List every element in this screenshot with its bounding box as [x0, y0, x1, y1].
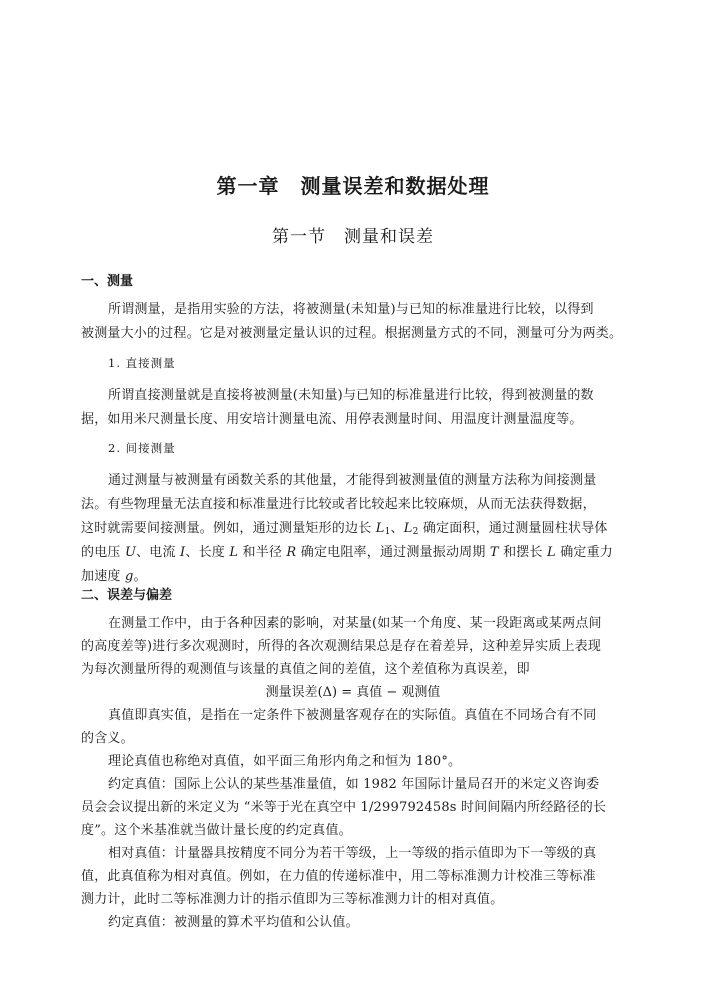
paragraph-line: 在测量工作中，由于各种因素的影响，对某量(如某一个角度、某一段距离或某两点间 [108, 616, 602, 631]
paragraph-line: 被测量大小的过程。它是对被测量定量认识的过程。根据测量方式的不同，测量可分为两类。 [81, 326, 623, 341]
text-span: 、电流 [136, 545, 181, 560]
heading-measurement: 一、测量 [81, 274, 134, 289]
paragraph-line: 通过测量与被测量有函数关系的其他量，才能得到被测量值的测量方法称为间接测量 [108, 473, 597, 488]
paragraph-line: 约定真值：被测量的算术平均值和公认值。 [108, 915, 359, 930]
paragraph-line: 据，如用米尺测量长度、用安培计测量电流、用停表测量时间、用温度计测量温度等。 [81, 412, 583, 427]
symbol-L: L [547, 545, 556, 560]
paragraph-line [81, 565, 147, 584]
paragraph-line: 的高度差等)进行多次观测时，所得的各次观测结果总是存在着差异，这种差异实质上表现 [81, 639, 602, 654]
paragraph-line: 的含义。 [81, 731, 134, 746]
symbol-L: L [229, 545, 239, 560]
symbol-R: R [286, 545, 297, 560]
paragraph-line: 法。有些物理量无法直接和标准量进行比较或者比较起来比较麻烦，从而无法获得数据， [81, 497, 596, 512]
paragraph-line: 相对真值：计量器具按精度不同分为若干等级，上一等级的指示值即为下一等级的真 [108, 846, 597, 861]
subscript: 2 [412, 527, 419, 537]
text-span: 和半径 [238, 545, 287, 560]
symbol-U: U [124, 545, 137, 560]
paragraph-line [81, 541, 613, 560]
chapter-title: 第一章 测量误差和数据处理 [216, 174, 490, 198]
paragraph-line: 员会会议提出新的米定义为 “米等于光在真空中 1/299792458s 时间间隔内所经路径的长 [81, 800, 607, 815]
paragraph-line: 度”。这个米基准就当做计量长度的约定真值。 [81, 823, 352, 838]
text-span: 、长度 [185, 545, 230, 560]
paragraph-line: 所谓直接测量就是直接将被测量(未知量)与已知的标准量进行比较，得到被测量的数 [108, 388, 594, 403]
text-span: 确定电阻率，通过测量振动周期 [296, 545, 490, 560]
heading-error-deviation: 二、误差与偏差 [81, 588, 173, 603]
section-title: 第一节 测量和误差 [272, 227, 434, 247]
paragraph-line: 值，此真值称为相对真值。例如，在力值的传递标准中，用二等标准测力计校准三等标准 [81, 869, 596, 884]
paragraph-line: 所谓测量，是指用实验的方法，将被测量(未知量)与已知的标准量进行比较，以得到 [108, 302, 594, 317]
paragraph-line: 真值即真实值，是指在一定条件下被测量客观存在的实际值。真值在不同场合有不同 [108, 708, 597, 723]
symbol-T: T [489, 545, 499, 560]
text-span: 这时就需要间接测量。例如，通过测量矩形的边长 [81, 521, 376, 536]
subscript: 1 [384, 527, 391, 537]
text-span: 。 [133, 569, 147, 584]
symbol-I: I [180, 545, 186, 560]
text-span: 确定面积，通过测量圆柱状导体 [418, 521, 608, 536]
symbol-L: L [403, 521, 413, 536]
text-span: 、 [390, 521, 404, 536]
text-span: 加速度 [81, 569, 125, 584]
symbol-L: L [375, 521, 385, 536]
subheading-indirect-measurement: 2. 间接测量 [108, 441, 176, 455]
error-formula: 测量误差(Δ) = 真值 − 观测值 [265, 685, 441, 700]
paragraph-line: 理论真值也称绝对真值，如平面三角形内角之和恒为 180°。 [108, 754, 462, 769]
paragraph-line: 测力计，此时二等标准测力计的指示值即为三等标准测力计的相对真值。 [81, 892, 504, 907]
text-span: 的电压 [81, 545, 125, 560]
text-span: 确定重力 [555, 545, 614, 560]
subheading-direct-measurement: 1. 直接测量 [108, 356, 176, 370]
symbol-g: g [124, 569, 134, 584]
text-span: 和摆长 [498, 545, 548, 560]
paragraph-line: 约定真值：国际上公认的某些基准量值，如 1982 年国际计量局召开的米定义咨询委 [108, 777, 600, 792]
paragraph-line [81, 517, 608, 537]
paragraph-line: 为每次测量所得的观测值与该量的真值之间的差值，这个差值称为真误差，即 [81, 662, 530, 677]
